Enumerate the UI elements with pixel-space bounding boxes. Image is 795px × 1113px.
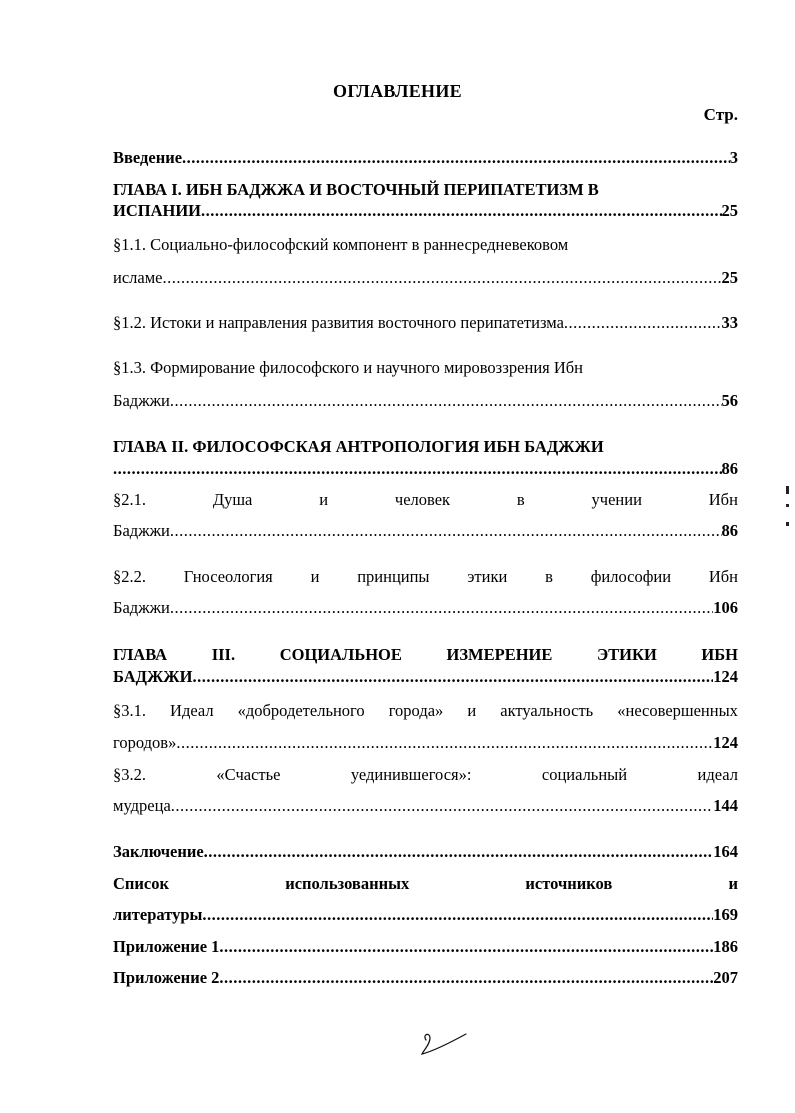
leader-dots xyxy=(201,201,721,221)
page-number: 124 xyxy=(713,733,738,752)
toc-section-1-2: §1.2. Истоки и направления развития восточного перипатетизма ..... 33 xyxy=(113,313,738,333)
leader-dots xyxy=(182,148,730,168)
toc-section-1-1-line-1: §1.1. Социально-философский компонент в раннесредневековом xyxy=(113,235,569,254)
page-number: 144 xyxy=(713,796,738,815)
leader-dots xyxy=(171,796,713,816)
page-number: 106 xyxy=(713,598,738,617)
page-number: 25 xyxy=(721,268,738,287)
toc-section-2-2-line-1: §2.2. Гносеология и принципы этики в философии Ибн xyxy=(113,567,738,586)
leader-dots xyxy=(192,667,713,687)
page-number: 164 xyxy=(713,842,738,861)
toc-chapter-1-line-1: ГЛАВА I. ИБН БАДЖЖА И ВОСТОЧНЫЙ ПЕРИПАТЕТИЗМ В xyxy=(113,180,599,199)
leader-dots xyxy=(162,268,721,288)
toc-chapter-2-line-1: ГЛАВА II. ФИЛОСОФСКАЯ АНТРОПОЛОГИЯ ИБН БАДЖЖИ xyxy=(113,437,604,456)
leader-dots xyxy=(176,733,713,753)
toc-section-2-1: Баджжи ..... 86 xyxy=(113,521,738,541)
page-number: 86 xyxy=(721,521,738,540)
leader-dots xyxy=(113,459,722,479)
scan-mark xyxy=(786,504,789,507)
leader-dots xyxy=(219,937,713,957)
toc-entry-appendix-2: Приложение 2 ..... 207 xyxy=(113,968,738,988)
toc-section-1-1: исламе ..... 25 xyxy=(113,268,738,288)
toc-section-3-2: мудреца ..... 144 xyxy=(113,796,738,816)
toc-chapter-3: БАДЖЖИ ..... 124 xyxy=(113,667,738,687)
page-number: 186 xyxy=(713,937,738,956)
toc-chapter-3-line-1: ГЛАВА III. СОЦИАЛЬНОЕ ИЗМЕРЕНИЕ ЭТИКИ ИБН xyxy=(113,645,738,664)
page-number: 207 xyxy=(713,968,738,987)
page-number: 56 xyxy=(721,391,738,410)
toc-sources-line-1: Список использованных источников и xyxy=(113,874,738,893)
toc-section-1-3: Баджжи ..... 56 xyxy=(113,391,738,411)
toc-entry-sources: литературы ..... 169 xyxy=(113,905,738,925)
toc-section-1-3-line-1: §1.3. Формирование философского и научного мировоззрения Ибн xyxy=(113,358,584,377)
toc-chapter-2 xyxy=(113,459,738,479)
page-number: 86 xyxy=(721,459,738,478)
leader-dots xyxy=(204,842,714,862)
page-title: ОГЛАВЛЕНИЕ xyxy=(333,81,462,101)
toc-entry-appendix-1: Приложение 1 ..... 186 xyxy=(113,937,738,957)
toc-section-3-2-line-1: §3.2. «Счастье уединившегося»: социальный идеал xyxy=(113,765,738,784)
leader-dots xyxy=(219,968,713,988)
toc-entry-intro: Введение ..... 3 xyxy=(113,148,738,168)
page-number: 25 xyxy=(721,201,738,220)
leader-dots xyxy=(170,521,722,541)
page-number: 169 xyxy=(713,905,738,924)
leader-dots xyxy=(202,905,713,925)
toc-section-3-1: городов» ..... 124 xyxy=(113,733,738,753)
page-column-label: Стр. xyxy=(703,105,738,124)
leader-dots xyxy=(170,391,722,411)
toc-entry-conclusion: Заключение ..... 164 xyxy=(113,842,738,862)
toc-chapter-1: ИСПАНИИ ..... 25 xyxy=(113,201,738,221)
leader-dots xyxy=(564,313,722,333)
toc-section-2-1-line-1: §2.1. Душа и человек в учении Ибн xyxy=(113,490,738,509)
page-number: 33 xyxy=(721,313,738,332)
toc-section-2-2: Баджжи ..... 106 xyxy=(113,598,738,618)
leader-dots xyxy=(170,598,713,618)
handwritten-mark-icon xyxy=(420,1030,470,1060)
scan-mark xyxy=(786,486,789,494)
toc-section-3-1-line-1: §3.1. Идеал «добродетельного города» и актуальность «несовершенных xyxy=(113,701,738,720)
scan-mark xyxy=(786,522,789,526)
page-number: 3 xyxy=(729,148,738,167)
page-number: 124 xyxy=(713,667,738,686)
